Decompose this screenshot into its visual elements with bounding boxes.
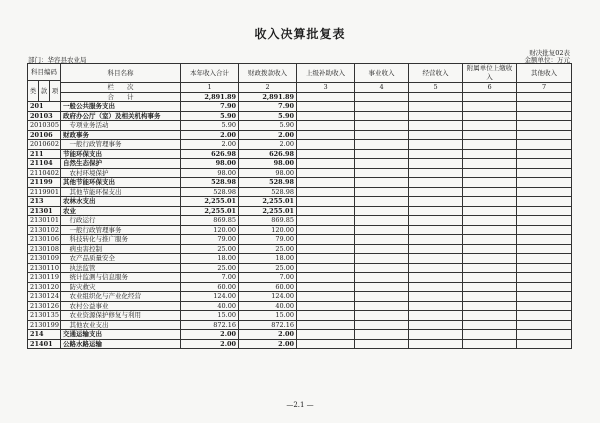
row-name: 科技转化与推广服务	[61, 235, 181, 245]
row-code: 213	[28, 197, 61, 207]
row-code: 211	[28, 149, 61, 159]
row-code: 20106	[28, 130, 61, 140]
row-code: 21301	[28, 206, 61, 216]
row-fiscal: 18.00	[239, 254, 297, 264]
table-row	[28, 254, 572, 264]
row-fiscal: 2.00	[239, 339, 297, 349]
row-total: 5.90	[181, 111, 239, 121]
row-fiscal: 98.00	[239, 159, 297, 169]
row-name: 一般行政管理事务	[61, 225, 181, 235]
table-row	[28, 130, 572, 140]
table-row	[28, 168, 572, 178]
row-total: 98.00	[181, 159, 239, 169]
row-fiscal: 124.00	[239, 292, 297, 302]
row-code: 2130102	[28, 225, 61, 235]
row-total: 2,255.01	[181, 206, 239, 216]
heji-label: 合 计	[61, 92, 181, 102]
header-operating: 经营收入	[409, 64, 463, 83]
row-code: 2119901	[28, 187, 61, 197]
header-name: 科目名称	[61, 64, 181, 83]
table-row	[28, 216, 572, 226]
row-fiscal: 869.85	[239, 216, 297, 226]
page-title: 收入决算批复表	[254, 27, 346, 41]
row-total: 7.00	[181, 273, 239, 283]
header-total: 本年收入合计	[181, 64, 239, 83]
table-row	[28, 111, 572, 121]
header-other: 其他收入	[517, 64, 572, 83]
row-name: 防灾救灾	[61, 282, 181, 292]
header-business: 事业收入	[355, 64, 409, 83]
row-name: 其他节能环保支出	[61, 178, 181, 188]
table-row	[28, 149, 572, 159]
row-name: 一般公共服务支出	[61, 102, 181, 112]
row-fiscal: 626.98	[239, 149, 297, 159]
row-total: 120.00	[181, 225, 239, 235]
row-name: 财政事务	[61, 130, 181, 140]
row-name: 统计监测与信息服务	[61, 273, 181, 283]
row-name: 交通运输支出	[61, 330, 181, 340]
header-fiscal: 财政拨款收入	[239, 64, 297, 83]
row-fiscal: 5.90	[239, 121, 297, 131]
row-code: 21199	[28, 178, 61, 188]
table-row	[28, 235, 572, 245]
row-fiscal: 120.00	[239, 225, 297, 235]
row-code: 2130126	[28, 301, 61, 311]
table-row	[28, 197, 572, 207]
row-fiscal: 2.00	[239, 330, 297, 340]
row-code: 2130106	[28, 235, 61, 245]
row-code: 2110402	[28, 168, 61, 178]
header-row-1	[28, 64, 572, 81]
header-lei: 类	[28, 81, 39, 102]
row-total: 2.00	[181, 330, 239, 340]
row-fiscal: 40.00	[239, 301, 297, 311]
row-fiscal: 2,255.01	[239, 206, 297, 216]
row-total: 2.00	[181, 140, 239, 150]
row-total: 15.00	[181, 311, 239, 321]
row-total: 869.85	[181, 216, 239, 226]
table-row	[28, 121, 572, 131]
table-row	[28, 159, 572, 169]
table-row	[28, 225, 572, 235]
row-fiscal: 528.98	[239, 178, 297, 188]
row-fiscal: 2.00	[239, 130, 297, 140]
row-code: 21401	[28, 339, 61, 349]
table-row	[28, 178, 572, 188]
row-name: 其他农业支出	[61, 320, 181, 330]
row-name: 一般行政管理事务	[61, 140, 181, 150]
row-code: 201	[28, 102, 61, 112]
row-total: 2.00	[181, 339, 239, 349]
row-name: 病虫害控制	[61, 244, 181, 254]
row-name: 政府办公厅（室）及相关机构事务	[61, 111, 181, 121]
header-subsidy: 上级补助收入	[297, 64, 355, 83]
row-fiscal: 79.00	[239, 235, 297, 245]
row-fiscal: 528.98	[239, 187, 297, 197]
row-fiscal: 872.16	[239, 320, 297, 330]
row-code: 21104	[28, 159, 61, 169]
row-total: 626.98	[181, 149, 239, 159]
row-name: 农村环境保护	[61, 168, 181, 178]
total-row	[28, 92, 572, 102]
row-total: 124.00	[181, 292, 239, 302]
row-name: 其他节能环保支出	[61, 187, 181, 197]
table-row	[28, 311, 572, 321]
row-fiscal: 15.00	[239, 311, 297, 321]
col-num-2: 2	[239, 83, 297, 93]
row-name: 自然生态保护	[61, 159, 181, 169]
row-code: 2010305	[28, 121, 61, 131]
row-code: 2130109	[28, 254, 61, 264]
row-code: 2130120	[28, 282, 61, 292]
row-name: 节能环保支出	[61, 149, 181, 159]
header-kuan: 款	[39, 81, 50, 102]
row-total: 5.90	[181, 121, 239, 131]
row-name: 行政运行	[61, 216, 181, 226]
revenue-table	[27, 63, 572, 349]
row-total: 79.00	[181, 235, 239, 245]
row-fiscal: 25.00	[239, 244, 297, 254]
row-fiscal: 25.00	[239, 263, 297, 273]
col-num-5: 5	[409, 83, 463, 93]
row-code: 2130101	[28, 216, 61, 226]
table-row	[28, 244, 572, 254]
page-number: —2.1 —	[286, 401, 314, 409]
total-income: 2,891.89	[181, 92, 239, 102]
row-total: 528.98	[181, 178, 239, 188]
header-affiliated: 附属单位上缴收入	[463, 64, 517, 83]
col-num-3: 3	[297, 83, 355, 93]
table-row	[28, 273, 572, 283]
row-name: 农业组织化与产业化经营	[61, 292, 181, 302]
row-name: 农业资源保护修复与利用	[61, 311, 181, 321]
table-row	[28, 320, 572, 330]
row-code: 2130124	[28, 292, 61, 302]
table-row	[28, 140, 572, 150]
row-name: 专项业务活动	[61, 121, 181, 131]
table-row	[28, 292, 572, 302]
row-name: 农业	[61, 206, 181, 216]
row-name: 农产品质量安全	[61, 254, 181, 264]
row-total: 528.98	[181, 187, 239, 197]
row-code: 2130199	[28, 320, 61, 330]
row-total: 2,255.01	[181, 197, 239, 207]
header-xiang: 项	[50, 81, 61, 102]
row-total: 40.00	[181, 301, 239, 311]
row-total: 60.00	[181, 282, 239, 292]
row-name: 执法监管	[61, 263, 181, 273]
row-fiscal: 7.90	[239, 102, 297, 112]
row-code: 2130110	[28, 263, 61, 273]
row-total: 25.00	[181, 263, 239, 273]
total-fiscal: 2,891.89	[239, 92, 297, 102]
row-name: 农村公益事业	[61, 301, 181, 311]
row-fiscal: 2.00	[239, 140, 297, 150]
table-row	[28, 330, 572, 340]
col-num-7: 7	[517, 83, 572, 93]
row-name: 农林水支出	[61, 197, 181, 207]
row-code: 2130135	[28, 311, 61, 321]
row-total: 18.00	[181, 254, 239, 264]
row-code: 2130119	[28, 273, 61, 283]
col-num-6: 6	[463, 83, 517, 93]
row-code: 20103	[28, 111, 61, 121]
row-fiscal: 2,255.01	[239, 197, 297, 207]
row-code: 2130108	[28, 244, 61, 254]
row-total: 7.90	[181, 102, 239, 112]
unit-label: 金额单位：万元	[524, 56, 570, 64]
table-row	[28, 187, 572, 197]
row-total: 2.00	[181, 130, 239, 140]
row-fiscal: 98.00	[239, 168, 297, 178]
form-number: 财决批复02表	[529, 49, 570, 57]
row-total: 25.00	[181, 244, 239, 254]
row-name: 公路水路运输	[61, 339, 181, 349]
row-fiscal: 60.00	[239, 282, 297, 292]
header-code: 科目编码	[28, 64, 61, 81]
table-row	[28, 263, 572, 273]
column-number-row	[28, 83, 572, 93]
table-row	[28, 282, 572, 292]
col-num-1: 1	[181, 83, 239, 93]
table-row	[28, 339, 572, 349]
row-total: 98.00	[181, 168, 239, 178]
lanci-label: 栏 次	[61, 83, 181, 93]
table-row	[28, 206, 572, 216]
row-fiscal: 5.90	[239, 111, 297, 121]
table-row	[28, 102, 572, 112]
col-num-4: 4	[355, 83, 409, 93]
row-code: 2010602	[28, 140, 61, 150]
row-code: 214	[28, 330, 61, 340]
row-fiscal: 7.00	[239, 273, 297, 283]
department-label: 部门：华容县农业局	[28, 56, 87, 64]
table-row	[28, 301, 572, 311]
row-total: 872.16	[181, 320, 239, 330]
